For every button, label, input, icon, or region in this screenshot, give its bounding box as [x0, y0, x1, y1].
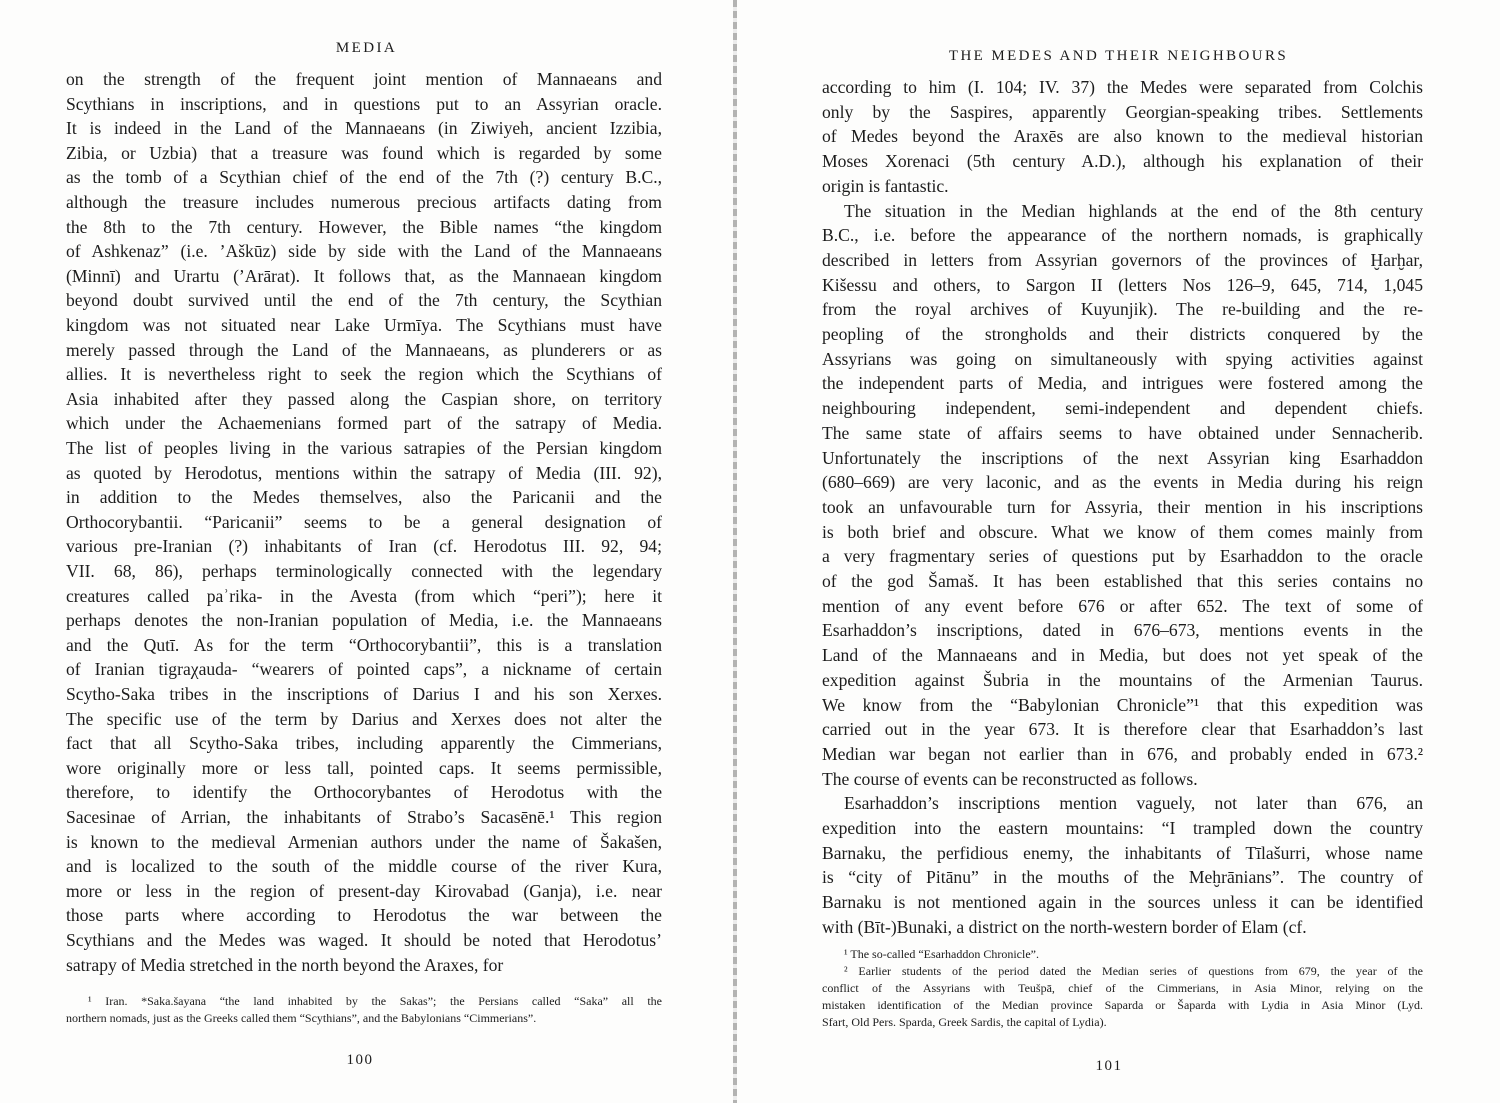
- running-head-right: THE MEDES AND THEIR NEIGHBOURS: [948, 48, 1289, 64]
- text-line: beyond doubt survived until the end of the 7th century, the Scythian: [66, 290, 662, 311]
- text-line: Asia inhabited after they passed along the Caspian shore, on territory: [66, 388, 662, 409]
- text-line: Scythians in inscriptions, and in questions put to an Assyrian oracle.: [66, 93, 662, 114]
- text-line: the 8th to the 7th century. However, the Bible names “the kingdom: [66, 216, 662, 237]
- footnote-line: Sfart, Old Pers. Sparda, Greek Sardis, the capital of Lydia).: [822, 1015, 1107, 1029]
- text-line: VII. 68, 86), perhaps terminologically connected with the legendary: [66, 561, 662, 581]
- text-line: wore originally more or less tall, pointed caps. It seems permissible,: [66, 757, 662, 778]
- text-line: The list of peoples living in the various satrapies of the Persian kingdom: [66, 438, 662, 458]
- text-line: Scythians and the Medes was waged. It should be noted that Herodotus’: [66, 930, 662, 950]
- text-line: (680–669) are very laconic, and as the events in Media during his reign: [822, 472, 1423, 493]
- text-line: We know from the “Babylonian Chronicle”¹ that this expedition was: [822, 694, 1423, 715]
- text-line: those parts where according to Herodotus the war between the: [66, 905, 662, 926]
- text-line: Kišessu and others, to Sargon II (letters Nos 126–9, 645, 714, 1,045: [822, 274, 1423, 295]
- text-line: expedition into the eastern mountains: “I trampled down the country: [822, 818, 1423, 838]
- text-line: carried out in the year 673. It is therefore clear that Esarhaddon’s last: [822, 719, 1423, 740]
- right-page: [737, 0, 1500, 1103]
- text-line: although the treasure includes numerous precious artifacts dating from: [66, 192, 662, 212]
- text-line: The same state of affairs seems to have obtained under Sennacherib.: [822, 422, 1423, 443]
- text-line: Orthocorybantii. “Paricanii” seems to be a general designation of: [66, 511, 662, 532]
- text-line: perhaps denotes the non-Iranian population of Media, i.e. the Mannaeans: [66, 610, 662, 631]
- text-line: of Iranian tigraχauda- “wearers of pointed caps”, a nickname of certain: [66, 659, 662, 680]
- footnote-line: ¹ Iran. *Saka.šayana “the land inhabited by the Sakas”; the Persians called “Saka” all the: [88, 994, 662, 1008]
- text-line: Median war began not earlier than in 676, and probably ended in 673.²: [822, 743, 1423, 764]
- text-line: peopling of the strongholds and their districts conquered by the: [822, 324, 1423, 344]
- text-line: Assyrians was going on simultaneously with spying activities against: [822, 348, 1423, 369]
- text-line: and the Qutī. As for the term “Orthocorybantii”, this is a translation: [66, 634, 662, 655]
- text-line: Land of the Mannaeans and in Media, but does not yet speak of the: [822, 645, 1423, 666]
- footnote-line: ² Earlier students of the period dated the Median series of questions from 679, the year of the: [844, 964, 1423, 978]
- text-line: Zibia, or Uzbia) that a treasure was found which is regarded by some: [66, 142, 662, 163]
- text-line: expedition against Šubria in the mountains of the Armenian Taurus.: [822, 669, 1423, 690]
- text-line: according to him (I. 104; IV. 37) the Medes were separated from Colchis: [822, 77, 1423, 97]
- text-line: of Ashkenaz” (i.e. ʼAškūz) side by side with the Land of the Mannaeans: [66, 241, 662, 262]
- left-page: [0, 0, 733, 1103]
- text-line: which under the Achaemenians formed part of the satrapy of Media.: [66, 413, 662, 434]
- text-line: Esarhaddon’s inscriptions, dated in 676–673, mentions events in the: [822, 620, 1423, 641]
- text-line: described in letters from Assyrian governors of the provinces of Ḫarḫar,: [822, 249, 1423, 270]
- running-head-left: MEDIA: [335, 40, 398, 56]
- text-line: as quoted by Herodotus, mentions within the satrapy of Media (III. 92),: [66, 462, 662, 483]
- text-line: Barnaku, the perfidious enemy, the inhabitants of Tīlašurri, whose name: [822, 842, 1423, 863]
- text-line: Scytho-Saka tribes in the inscriptions of Darius I and his son Xerxes.: [66, 684, 662, 704]
- text-line: Moses Xorenaci (5th century A.D.), although his explanation of their: [822, 151, 1423, 172]
- text-line: mention of any event before 676 or after 652. The text of some of: [822, 595, 1423, 616]
- text-line: in addition to the Medes themselves, also the Paricanii and the: [66, 487, 662, 508]
- text-line: a very fragmentary series of questions put by Esarhaddon to the oracle: [822, 546, 1423, 567]
- text-line: from the royal archives of Kuyunjik). The re-building and the re-: [822, 299, 1423, 320]
- text-line: more or less in the region of present-day Kirovabad (Ganja), i.e. near: [66, 880, 662, 901]
- text-line: B.C., i.e. before the appearance of the northern nomads, is graphically: [822, 225, 1423, 246]
- text-line: took an unfavourable turn for Assyria, their mention in his inscriptions: [822, 496, 1423, 517]
- text-line: and is localized to the south of the middle course of the river Kura,: [66, 856, 662, 877]
- footnote-line: ¹ The so-called “Esarhaddon Chronicle”.: [844, 947, 1039, 961]
- text-line: (Minnī) and Urartu (ʼArārat). It follows that, as the Mannaean kingdom: [66, 265, 662, 286]
- text-line: as the tomb of a Scythian chief of the end of the 7th (?) century B.C.,: [66, 167, 662, 188]
- text-line: fact that all Scytho-Saka tribes, including apparently the Cimmerians,: [66, 733, 662, 754]
- text-line: therefore, to identify the Orthocorybantes of Herodotus with the: [66, 782, 662, 803]
- footnote-line: mistaken identification of the Median province Saparda or Šaparda with Lydia in Asia Minor (Lyd.: [822, 998, 1423, 1012]
- text-line: Unfortunately the inscriptions of the next Assyrian king Esarhaddon: [822, 447, 1423, 468]
- text-line: The specific use of the term by Darius and Xerxes does not alter the: [66, 708, 662, 729]
- text-line: kingdom was not situated near Lake Urmīya. The Scythians must have: [66, 315, 662, 335]
- text-line: merely passed through the Land of the Mannaeans, as plunderers or as: [66, 339, 662, 360]
- text-line: is “city of Pitānu” in the mouths of the Meḫrānians”. The country of: [822, 867, 1423, 888]
- text-line: origin is fantastic.: [822, 175, 949, 196]
- page-number-right: 101: [1095, 1058, 1123, 1074]
- text-line: only by the Saspires, apparently Georgian-speaking tribes. Settlements: [822, 101, 1423, 122]
- text-line: The course of events can be reconstructed as follows.: [822, 768, 1198, 789]
- page-number-left: 100: [346, 1052, 374, 1068]
- text-line: satrapy of Media stretched in the north beyond the Araxes, for: [66, 954, 504, 975]
- text-line: It is indeed in the Land of the Mannaeans (in Ziwiyeh, ancient Izzibia,: [66, 118, 662, 139]
- text-line: with (Bīt-)Bunaki, a district on the north-western border of Elam (cf.: [822, 916, 1307, 937]
- text-line: Barnaku is not mentioned again in the sources unless it can be identified: [822, 892, 1423, 913]
- text-line: Esarhaddon’s inscriptions mention vaguely, not later than 676, an: [844, 793, 1423, 814]
- text-line: neighbouring independent, semi-independent and dependent chiefs.: [822, 398, 1423, 419]
- text-line: the independent parts of Media, and intrigues were fostered among the: [822, 373, 1423, 394]
- text-line: on the strength of the frequent joint mention of Mannaeans and: [66, 69, 662, 89]
- text-line: various pre-Iranian (?) inhabitants of Iran (cf. Herodotus III. 92, 94;: [66, 536, 662, 557]
- text-line: is both brief and obscure. What we know of them comes mainly from: [822, 521, 1423, 542]
- text-line: is known to the medieval Armenian authors under the name of Šakašen,: [66, 831, 662, 852]
- footnote-line: northern nomads, just as the Greeks called them “Scythians”, and the Babylonians “Cimmerians”.: [66, 1011, 537, 1025]
- text-line: The situation in the Median highlands at the end of the 8th century: [844, 200, 1423, 221]
- text-line: allies. It is nevertheless right to seek the region which the Scythians of: [66, 364, 662, 385]
- text-line: Sacesinae of Arrian, the inhabitants of Strabo’s Sacasēnē.¹ This region: [66, 807, 662, 827]
- footnote-line: conflict of the Assyrians with Teušpā, chief of the Cimmerians, in Asia Minor, relying on the: [822, 981, 1423, 995]
- text-line: of Medes beyond the Araxēs are also known to the medieval historian: [822, 126, 1423, 147]
- text-line: of the god Šamaš. It has been established that this series contains no: [822, 571, 1423, 591]
- text-line: creatures called paʾrika- in the Avesta (from which “peri”); here it: [66, 585, 662, 606]
